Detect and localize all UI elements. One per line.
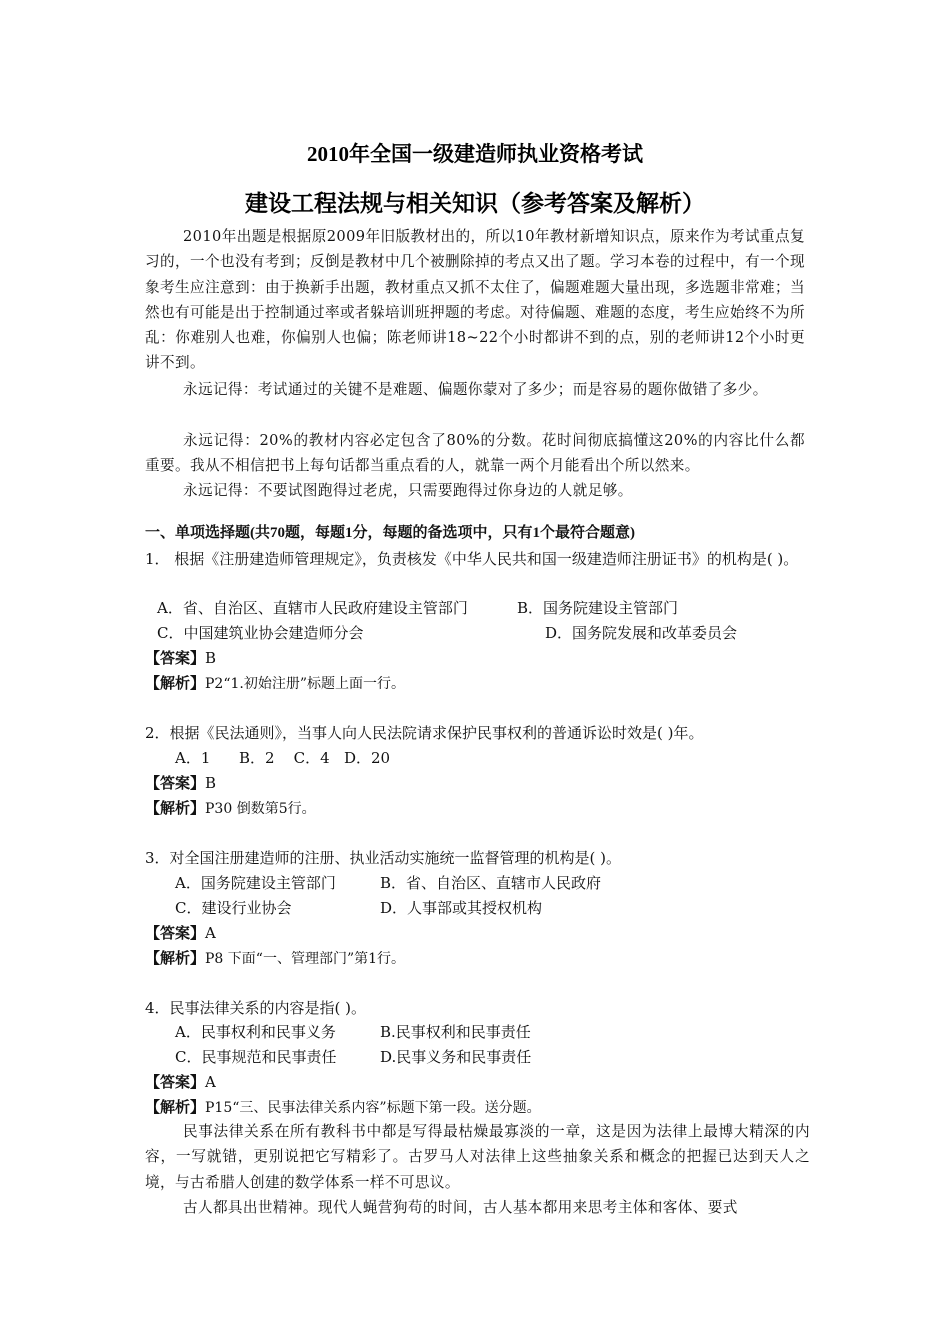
remember-paragraph-2: 永远记得：20%的教材内容必定包含了80%的分数。花时间彻底搞懂这20%的内容比什么都重要。我从不相信把书上每句话都当重点看的人，就靠一两个月能看出个所以然来。: [145, 432, 805, 475]
document-subtitle: 建设工程法规与相关知识（参考答案及解析）: [245, 191, 705, 216]
intro-paragraph: 2010年出题是根据原2009年旧版教材出的，所以10年教材新增知识点，原来作为考试重点复习的，一个也没有考到；反倒是教材中几个被删除掉的考点又出了题。学习本卷的过程中，有一个现象考生应注意到：由于换新手出题，教材重点又抓不太住了，偏题难题大量出现，多选题非常难；当然也有可能是出于控制通过率或者躲培训班押题的考虑。对待偏题、难题的态度，考生应始终不为所乱：你难别人也难，你偏别人也偏；陈老师讲18~22个小时都讲不到的点，别的老师讲12个小时更讲不到。: [145, 228, 805, 372]
question-3-option-a: A．国务院建设主管部门: [175, 874, 336, 892]
question-1-analysis: [145, 672, 405, 695]
analysis-text: P8 下面“一、管理部门”第1行。: [205, 951, 406, 967]
question-3-option-b: B．省、自治区、直辖市人民政府: [380, 874, 602, 892]
answer-value: B: [205, 774, 217, 792]
question-1-option-c: C．中国建筑业协会建造师分会: [157, 624, 364, 642]
analysis-tag: 【解析】: [145, 1098, 206, 1116]
analysis-tag: 【解析】: [145, 799, 206, 817]
closing-paragraph-1: 民事法律关系在所有教科书中都是写得最枯燥最寡淡的一章，这是因为法律上最博大精深的内容，一写就错，更别说把它写精彩了。古罗马人对法律上这些抽象关系和概念的把握已达到天人之境，与古希腊人创建的数学体系一样不可思议。: [145, 1123, 810, 1191]
document-title: 2010年全国一级建造师执业资格考试: [307, 142, 643, 166]
question-4-option-b: B.民事权利和民事责任: [380, 1023, 531, 1041]
question-3-stem: 3．对全国注册建造师的注册、执业活动实施统一监督管理的机构是( )。: [145, 849, 622, 867]
question-2-stem: 2．根据《民法通则》，当事人向人民法院请求保护民事权利的普通诉讼时效是( )年。: [145, 724, 704, 742]
answer-value: A: [205, 924, 216, 942]
question-3-answer: [145, 922, 216, 944]
question-1-option-d: D．国务院发展和改革委员会: [545, 624, 738, 642]
remember-paragraph-1: 永远记得：考试通过的关键不是难题、偏题你蒙对了多少；而是容易的题你做错了多少。: [182, 381, 768, 398]
answer-tag: 【答案】: [145, 774, 206, 792]
question-4-stem: 4．民事法律关系的内容是指( )。: [145, 999, 367, 1017]
analysis-tag: 【解析】: [145, 674, 206, 692]
question-1-option-a: A．省、自治区、直辖市人民政府建设主管部门: [157, 599, 468, 617]
question-2-options: A．1 B．2 C．4 D．20: [175, 749, 391, 767]
answer-value: B: [205, 649, 217, 667]
question-4-option-d: D.民事义务和民事责任: [380, 1048, 532, 1066]
analysis-tag: 【解析】: [145, 949, 206, 967]
answer-tag: 【答案】: [145, 1073, 206, 1091]
analysis-text: P2“1.初始注册”标题上面一行。: [205, 676, 406, 692]
question-3-option-c: C．建设行业协会: [175, 899, 292, 917]
answer-tag: 【答案】: [145, 924, 206, 942]
analysis-text: P15“三、民事法律关系内容”标题下第一段。送分题。: [205, 1100, 541, 1116]
question-3-analysis: [145, 947, 405, 970]
analysis-text: P30 倒数第5行。: [205, 801, 316, 817]
answer-value: A: [205, 1073, 216, 1091]
answer-tag: 【答案】: [145, 649, 206, 667]
question-4-option-a: A．民事权利和民事义务: [175, 1023, 336, 1041]
remember-paragraph-3: 永远记得：不要试图跑得过老虎，只需要跑得过你身边的人就足够。: [182, 482, 633, 499]
question-2-analysis: [145, 797, 316, 820]
question-1-stem: 1． 根据《注册建造师管理规定》，负责核发《中华人民共和国一级建造师注册证书》的机构是( )。: [145, 550, 799, 568]
question-3-option-d: D．人事部或其授权机构: [380, 899, 543, 917]
section-heading: 一、单项选择题(共70题，每题1分，每题的备选项中，只有1个最符合题意): [145, 525, 635, 541]
closing-paragraph-2: 古人都具出世精神。现代人蝇营狗苟的时间，古人基本都用来思考主体和客体、要式: [182, 1199, 738, 1216]
question-1-answer: [145, 647, 216, 669]
question-2-answer: [145, 772, 216, 794]
question-1-option-b: B．国务院建设主管部门: [517, 599, 679, 617]
question-4-answer: [145, 1071, 216, 1093]
question-4-option-c: C．民事规范和民事责任: [175, 1048, 337, 1066]
question-4-analysis: [145, 1096, 541, 1119]
